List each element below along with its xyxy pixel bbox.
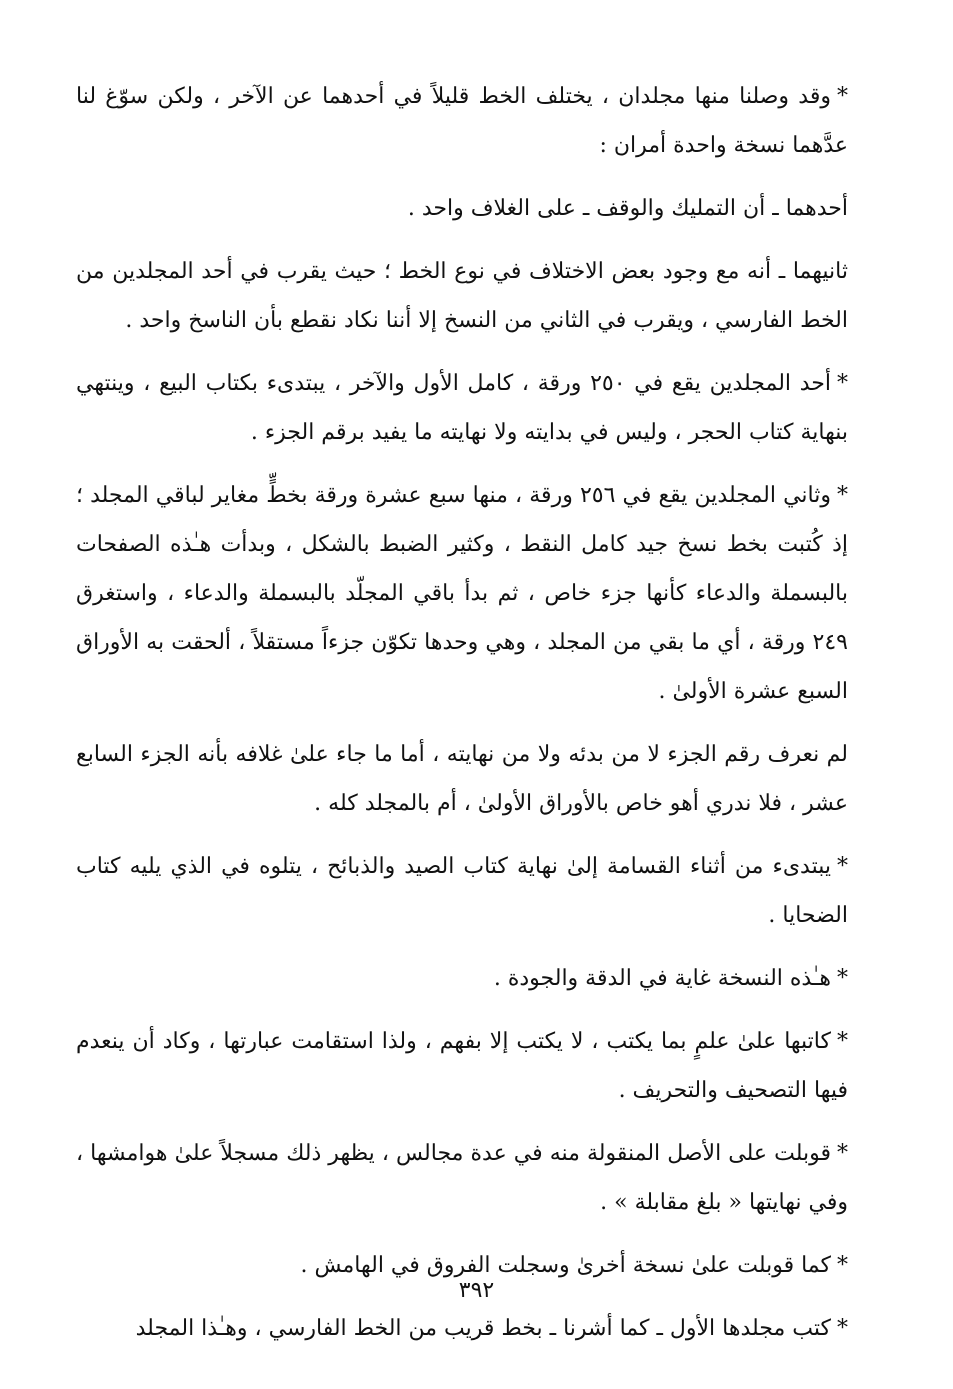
bullet-star-icon: *: [837, 371, 849, 396]
paragraph-text: هـٰذه النسخة غاية في الدقة والجودة .: [493, 966, 831, 991]
bullet-star-icon: *: [837, 854, 848, 879]
paragraph: [76, 184, 848, 233]
paragraph-text: كاتبها علىٰ علمٍ بما يكتب ، لا يكتب إلا بفهم ، ولذا استقامت عبارتها ، وكاد أن ينعدم فيها التصحيف والتحريف .: [76, 1029, 848, 1103]
paragraph-text: كما قوبلت علىٰ نسخة أخرىٰ وسجلت الفروق في الهامش .: [300, 1253, 831, 1278]
page-number: ٣٩٢: [458, 1278, 495, 1303]
paragraph: [76, 359, 848, 457]
paragraph-text: وقد وصلنا منها مجلدان ، يختلف الخط قليلاً في أحدهما عن الآخر ، ولكن سوّغ لنا عدَّهما نسخة واحدة أمران :: [76, 84, 848, 158]
paragraph-text: لم نعرف رقم الجزء لا من بدئه ولا من نهايته ، أما ما جاء علىٰ غلافه بأنه الجزء السابع عشر ، فلا ندري أهو خاص بالأوراق الأولىٰ ، أم بالمجلد كله .: [76, 742, 848, 816]
paragraph: [76, 471, 848, 716]
paragraph-text: ثانيهما ـ أنه مع وجود بعض الاختلاف في نوع الخط ؛ حيث يقرب في أحد المجلدين من الخط الفارسي ، ويقرب في الثاني من النسخ إلا أننا نكاد نقطع بأن الناسخ واحد .: [76, 259, 848, 333]
paragraph: [76, 1304, 848, 1353]
bullet-star-icon: *: [837, 483, 848, 508]
paragraph-text: قوبلت على الأصل المنقولة منه في عدة مجالس ، يظهر ذلك مسجلاً علىٰ هوامشها ، وفي نهايتها « بلغ مقابلة » .: [76, 1141, 848, 1215]
bullet-star-icon: *: [837, 1253, 848, 1278]
bullet-star-icon: *: [837, 966, 848, 991]
bullet-star-icon: *: [837, 84, 848, 109]
paragraph-text: أحدهما ـ أن التمليك والوقف ـ على الغلاف واحد .: [407, 196, 848, 221]
bullet-star-icon: *: [837, 1141, 848, 1166]
paragraph-text: أحد المجلدين يقع في ٢٥٠ ورقة ، كامل الأول والآخر ، يبتدىء بكتاب البيع ، وينتهي بنهاية كتاب الحجر ، وليس في بدايته ولا نهايته ما يفيد برقم الجزء .: [76, 371, 848, 445]
paragraph: [76, 72, 848, 170]
paragraph-text: وثاني المجلدين يقع في ٢٥٦ ورقة ، منها سبع عشرة ورقة بخطٍّ مغاير لباقي المجلد ؛ إذ كُتبت بخط نسخ جيد كامل النقط ، وكثير الضبط بالشكل ، وبدأت هـٰذه الصفحات بالبسملة والدعاء كأنها جزء خاص ، ثم بدأ باقي المجلّد بالبسملة والدعاء ، واستغرق ٢٤٩ ورقة ، أي ما بقي من المجلد ، وهي وحدها تكوّن جزءاً مستقلاً ، ألحقت به الأوراق السبع عشرة الأولىٰ .: [76, 483, 848, 704]
paragraph: [76, 954, 848, 1003]
paragraph-text: كتب مجلدها الأول ـ كما أشرنا ـ بخط قريب من الخط الفارسي ، وهـٰذا المجلد: [135, 1316, 831, 1341]
paragraph: [76, 730, 848, 828]
paragraph: [76, 1129, 848, 1227]
bullet-star-icon: *: [837, 1316, 848, 1341]
bullet-star-icon: *: [837, 1029, 848, 1054]
paragraph: [76, 247, 848, 345]
paragraph: [76, 1017, 848, 1115]
paragraph-text: يبتدىء من أثناء القسامة إلىٰ نهاية كتاب الصيد والذبائح ، يتلوه في الذي يليه كتاب الضحايا .: [76, 854, 848, 928]
page-body: [76, 72, 848, 1367]
paragraph: [76, 842, 848, 940]
